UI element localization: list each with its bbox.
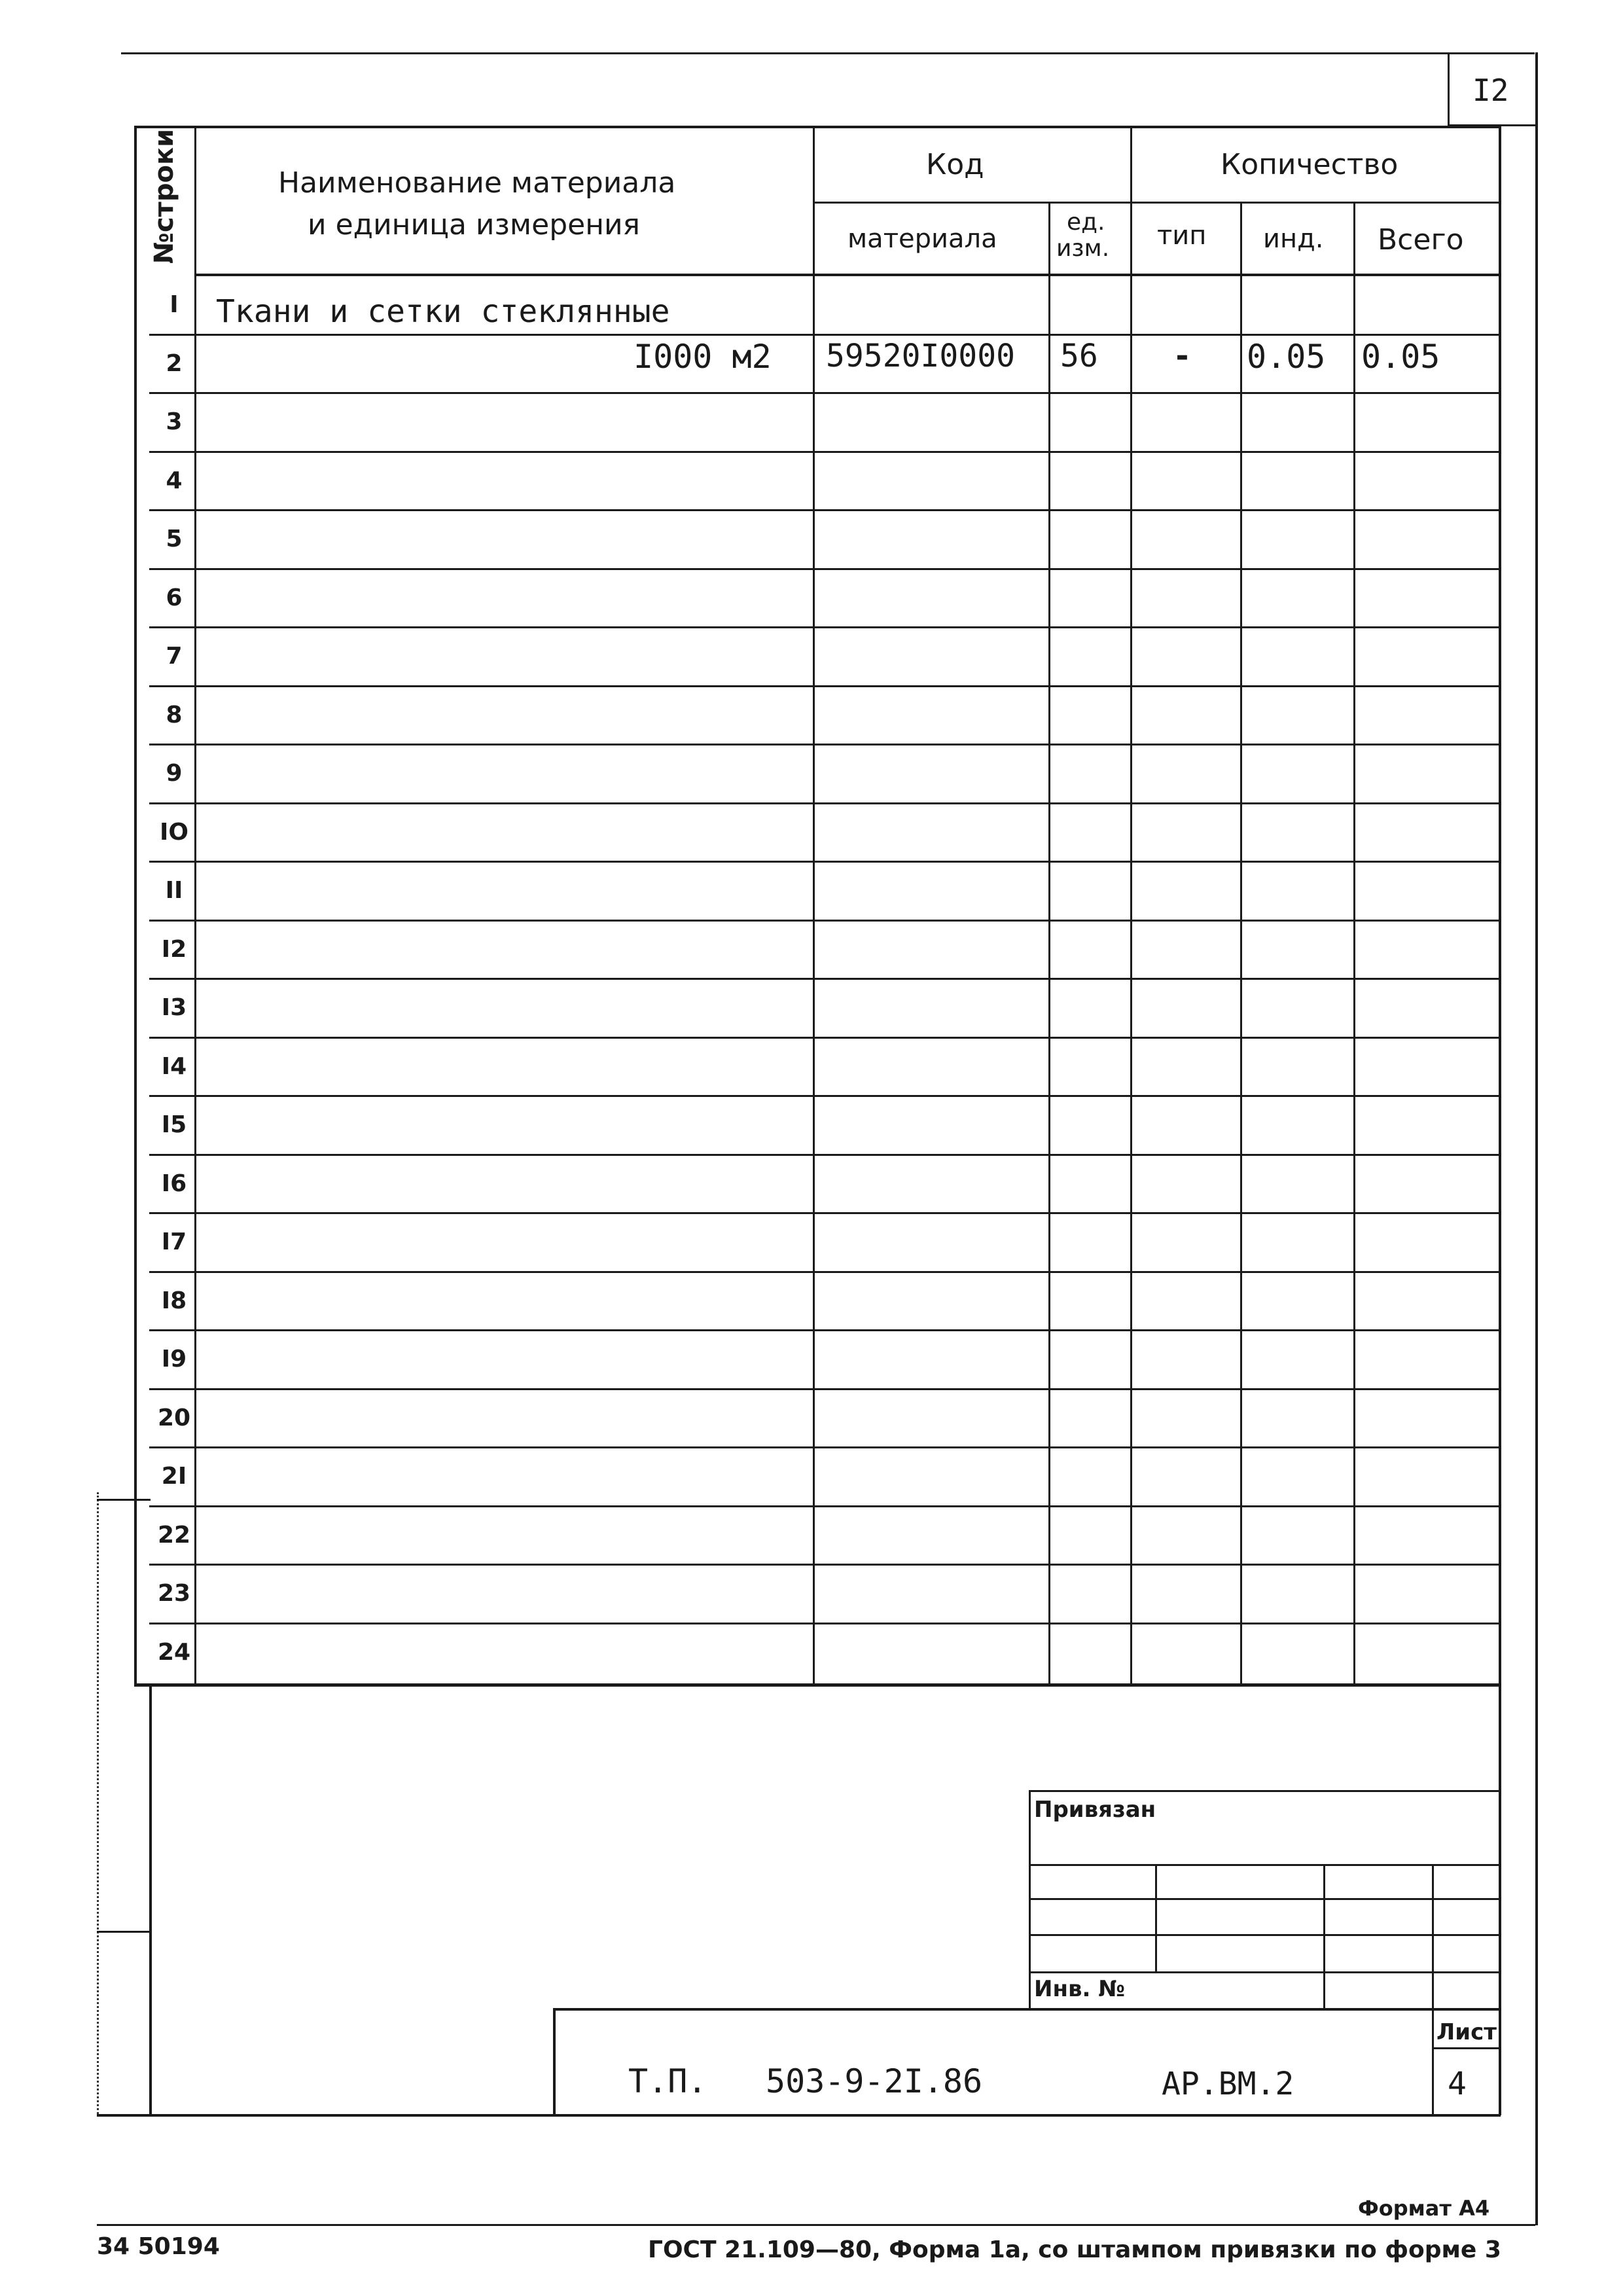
code-group-header: Код bbox=[926, 148, 984, 181]
row-number: I4 bbox=[161, 1053, 187, 1080]
row-line bbox=[149, 1388, 1499, 1390]
sheet-number: 4 bbox=[1448, 2066, 1467, 2102]
binding-strip-top bbox=[97, 1499, 151, 1501]
frame-right-border bbox=[1535, 52, 1538, 2225]
row-number: 2I bbox=[161, 1463, 187, 1490]
page-number-box-left bbox=[1448, 52, 1450, 124]
row-2-unit-name: I000 м2 bbox=[633, 338, 772, 376]
name-header-line2: и единица измерения bbox=[308, 208, 641, 242]
row-line bbox=[149, 685, 1499, 687]
row-line bbox=[149, 509, 1499, 511]
row-line bbox=[149, 1037, 1499, 1039]
footer-format: Формат А4 bbox=[1358, 2196, 1490, 2221]
row-line bbox=[149, 392, 1499, 394]
row-number: I6 bbox=[161, 1170, 187, 1197]
stamp-bound-row3 bbox=[1029, 1934, 1499, 1936]
row-line bbox=[149, 451, 1499, 453]
row-line bbox=[149, 568, 1499, 570]
row-number: 24 bbox=[157, 1639, 191, 1666]
stamp-inv-label: Инв. № bbox=[1034, 1976, 1126, 2002]
row-line bbox=[149, 626, 1499, 628]
row-line bbox=[149, 334, 1499, 336]
row-1-name: Ткани и сетки стеклянные bbox=[216, 293, 670, 330]
row-2-type: - bbox=[1173, 338, 1192, 374]
row-number: 20 bbox=[157, 1405, 191, 1431]
row-number: I8 bbox=[161, 1287, 187, 1314]
row-line bbox=[149, 1154, 1499, 1156]
col-divider-code-qty bbox=[1130, 126, 1132, 1685]
unit-header-line2: изм. bbox=[1056, 235, 1110, 262]
row-number: 3 bbox=[166, 408, 183, 435]
table-left-border bbox=[134, 126, 137, 1687]
row-number: IO bbox=[160, 819, 188, 846]
binding-strip-dotted-left bbox=[97, 1492, 99, 2114]
row-line bbox=[149, 1446, 1499, 1448]
table-top-line bbox=[134, 126, 1501, 128]
stamp-bound-col2 bbox=[1323, 1864, 1325, 2009]
row-line bbox=[149, 1212, 1499, 1214]
lower-frame-left bbox=[149, 1683, 152, 2115]
row-number-header: №строки bbox=[149, 128, 179, 264]
type-header: тип bbox=[1157, 221, 1207, 251]
row-number: I2 bbox=[161, 936, 187, 963]
footer-line bbox=[97, 2224, 1535, 2226]
footer-gost: ГОСТ 21.109—80, Форма 1а, со штампом привязки по форме 3 bbox=[648, 2236, 1501, 2263]
stamp-bound-col1 bbox=[1155, 1864, 1157, 1971]
page-number: I2 bbox=[1472, 73, 1509, 108]
row-line bbox=[149, 1564, 1499, 1566]
row-number: 4 bbox=[166, 467, 183, 494]
doc-code: АР.ВМ.2 bbox=[1162, 2066, 1294, 2102]
title-block-left bbox=[553, 2008, 556, 2115]
row-number: 9 bbox=[166, 760, 183, 787]
row-line bbox=[149, 861, 1499, 863]
row-number: I7 bbox=[161, 1229, 187, 1255]
row-number: 6 bbox=[166, 584, 183, 611]
table-bottom-line bbox=[134, 1683, 1501, 1687]
row-number: II bbox=[165, 877, 183, 904]
row-line bbox=[149, 802, 1499, 804]
quantity-group-header: Копичество bbox=[1221, 148, 1399, 181]
binding-strip-mid bbox=[97, 1931, 151, 1933]
row-2-ind: 0.05 bbox=[1247, 338, 1326, 376]
row-number: I9 bbox=[161, 1346, 187, 1372]
row-line bbox=[149, 1329, 1499, 1331]
row-number: I3 bbox=[161, 994, 187, 1021]
stamp-bound-row2 bbox=[1029, 1898, 1499, 1900]
row-number: 7 bbox=[166, 643, 183, 670]
col-divider-unit bbox=[1048, 203, 1050, 1685]
row-line bbox=[149, 978, 1499, 980]
footer-left-code: 34 50194 bbox=[97, 2233, 220, 2260]
row-line bbox=[149, 920, 1499, 922]
material-code-header: материала bbox=[847, 224, 997, 254]
row-2-material-code: 59520I0000 bbox=[826, 338, 1015, 374]
total-header: Всего bbox=[1378, 223, 1464, 257]
row-number: I bbox=[169, 291, 179, 318]
header-mid-line bbox=[813, 202, 1499, 204]
row-line bbox=[149, 1505, 1499, 1507]
title-block-top bbox=[553, 2008, 1499, 2011]
row-line bbox=[149, 1271, 1499, 1273]
col-divider-name bbox=[813, 126, 815, 1685]
row-line bbox=[149, 744, 1499, 745]
stamp-bound-row1 bbox=[1029, 1864, 1499, 1866]
row-number: 22 bbox=[157, 1522, 191, 1549]
stamp-bound-label: Привязан bbox=[1034, 1797, 1156, 1823]
stamp-bound-top bbox=[1029, 1790, 1499, 1792]
top-frame-line bbox=[121, 52, 1535, 54]
row-number: 23 bbox=[157, 1580, 191, 1607]
lower-frame-bottom bbox=[97, 2114, 1501, 2117]
name-header-line1: Наименование материала bbox=[278, 166, 676, 200]
stamp-bound-col3 bbox=[1432, 1864, 1434, 2116]
sheet-label: Лист bbox=[1436, 2019, 1497, 2045]
row-2-unit-code: 56 bbox=[1060, 338, 1098, 374]
unit-header-line1: ед. bbox=[1067, 209, 1105, 236]
row-2-total: 0.05 bbox=[1361, 338, 1440, 376]
row-number: I5 bbox=[161, 1111, 187, 1138]
table-right-border bbox=[1499, 126, 1501, 2115]
ind-header: инд. bbox=[1263, 224, 1324, 254]
row-number: 2 bbox=[166, 350, 183, 377]
col-divider-type bbox=[1240, 203, 1242, 1685]
row-number: 8 bbox=[166, 702, 183, 728]
stamp-bound-row4 bbox=[1029, 1971, 1499, 1973]
col-divider-ind bbox=[1353, 203, 1355, 1685]
doc-prefix: Т.П. bbox=[628, 2062, 707, 2100]
doc-number: 503-9-2I.86 bbox=[766, 2062, 983, 2100]
row-number: 5 bbox=[166, 526, 183, 552]
sheet-label-divider bbox=[1432, 2047, 1499, 2049]
row-line bbox=[149, 1623, 1499, 1624]
row-line bbox=[149, 1095, 1499, 1097]
header-bottom-line bbox=[194, 274, 1499, 276]
